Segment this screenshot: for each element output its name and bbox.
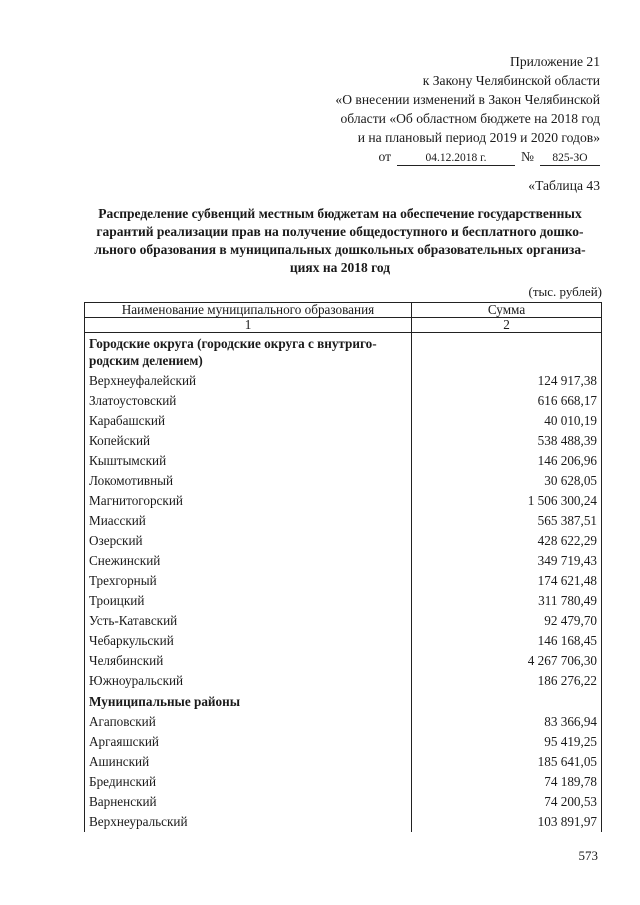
table-row [85,812,602,832]
law-title-line-2: области «Об областном бюджете на 2018 год [340,111,600,126]
table-row [85,471,602,491]
table-row [85,451,602,471]
subvention-amount: 146 168,45 [412,631,602,651]
municipality-name: Южноуральский [85,671,412,691]
municipality-name: Озерский [85,531,412,551]
municipality-name: Чебаркульский [85,631,412,651]
subvention-amount: 186 276,22 [412,671,602,691]
law-title-line-3: и на плановый период 2019 и 2020 годов» [357,130,600,145]
table-reference: «Таблица 43 [528,178,600,193]
municipality-name: Агаповский [85,712,412,732]
table-row [85,651,602,671]
municipality-name: Снежинский [85,551,412,571]
law-date-line [270,147,600,166]
page-number: 573 [578,848,598,863]
subvention-amount: 185 641,05 [412,752,602,772]
law-title-line-1: «О внесении изменений в Закон Челябинской [335,92,600,107]
number-prefix: № [521,149,534,164]
municipality-name: Кыштымский [85,451,412,471]
subvention-amount: 565 387,51 [412,511,602,531]
section-sum-empty [412,691,602,712]
table-row [85,772,602,792]
subvention-amount: 83 366,94 [412,712,602,732]
table-row [85,712,602,732]
table-row [85,792,602,812]
table-row [85,571,602,591]
subvention-amount: 428 622,29 [412,531,602,551]
subvention-amount: 616 668,17 [412,391,602,411]
municipality-name: Копейский [85,431,412,451]
table-row [85,371,602,391]
municipality-name: Карабашский [85,411,412,431]
subvention-amount: 174 621,48 [412,571,602,591]
subvention-amount: 538 488,39 [412,431,602,451]
law-reference: к Закону Челябинской области [422,73,600,88]
section-sum-empty [412,333,602,372]
municipality-name: Варненский [85,792,412,812]
subvention-amount: 1 506 300,24 [412,491,602,511]
date-prefix: от [378,149,392,164]
table-row [85,391,602,411]
municipality-name: Троицкий [85,591,412,611]
municipality-name: Трехгорный [85,571,412,591]
subvention-amount: 4 267 706,30 [412,651,602,671]
section-title: Муниципальные районы [85,691,412,712]
table-row [85,431,602,451]
municipality-name: Златоустовский [85,391,412,411]
municipality-name: Миасский [85,511,412,531]
table-row [85,671,602,691]
municipality-name: Магнитогорский [85,491,412,511]
section-title: Городские округа (городские округа с внутриго-родским делением) [85,333,412,372]
municipality-name: Брединский [85,772,412,792]
municipality-name: Аргаяшский [85,732,412,752]
table-row [85,551,602,571]
subvention-amount: 74 189,78 [412,772,602,792]
table-row [85,411,602,431]
table-row [85,531,602,551]
subvention-amount: 103 891,97 [412,812,602,832]
subvention-amount: 30 628,05 [412,471,602,491]
subvention-table [84,302,602,832]
municipality-name: Ашинский [85,752,412,772]
column-header-name: Наименование муниципального образования [85,303,412,318]
table-row [85,591,602,611]
table-row [85,732,602,752]
column-number-2: 2 [412,318,602,333]
subvention-amount: 40 010,19 [412,411,602,431]
subvention-amount: 146 206,96 [412,451,602,471]
subvention-amount: 349 719,43 [412,551,602,571]
table-row [85,611,602,631]
column-header-sum: Сумма [412,303,602,318]
municipality-name: Усть-Катавский [85,611,412,631]
section-header-row [85,691,602,712]
subvention-amount: 74 200,53 [412,792,602,812]
subvention-amount: 124 917,38 [412,371,602,391]
municipality-name: Верхнеуральский [85,812,412,832]
section-header-row [85,333,602,372]
municipality-name: Локомотивный [85,471,412,491]
municipality-name: Челябинский [85,651,412,671]
table-row [85,752,602,772]
subvention-amount: 92 479,70 [412,611,602,631]
appendix-number: Приложение 21 [510,54,600,69]
column-number-row [85,318,602,333]
municipality-name: Верхнеуфалейский [85,371,412,391]
law-number: 825-ЗО [540,151,600,166]
law-date: 04.12.2018 г. [397,151,515,166]
table-header-row [85,303,602,318]
column-number-1: 1 [85,318,412,333]
table-row [85,491,602,511]
table-row [85,631,602,651]
table-row [85,511,602,531]
document-title: Распределение субвенций местным бюджетам на обеспечение государственных гарантий реализации прав на получение общедоступного и бесплатного дошко-льного образования в муниципальных дошкольных образовательных организа-циях на 2018 год [94,206,586,275]
law-appendix-header [270,52,600,166]
subvention-amount: 95 419,25 [412,732,602,752]
subvention-amount: 311 780,49 [412,591,602,611]
units-label: (тыс. рублей) [528,284,602,299]
